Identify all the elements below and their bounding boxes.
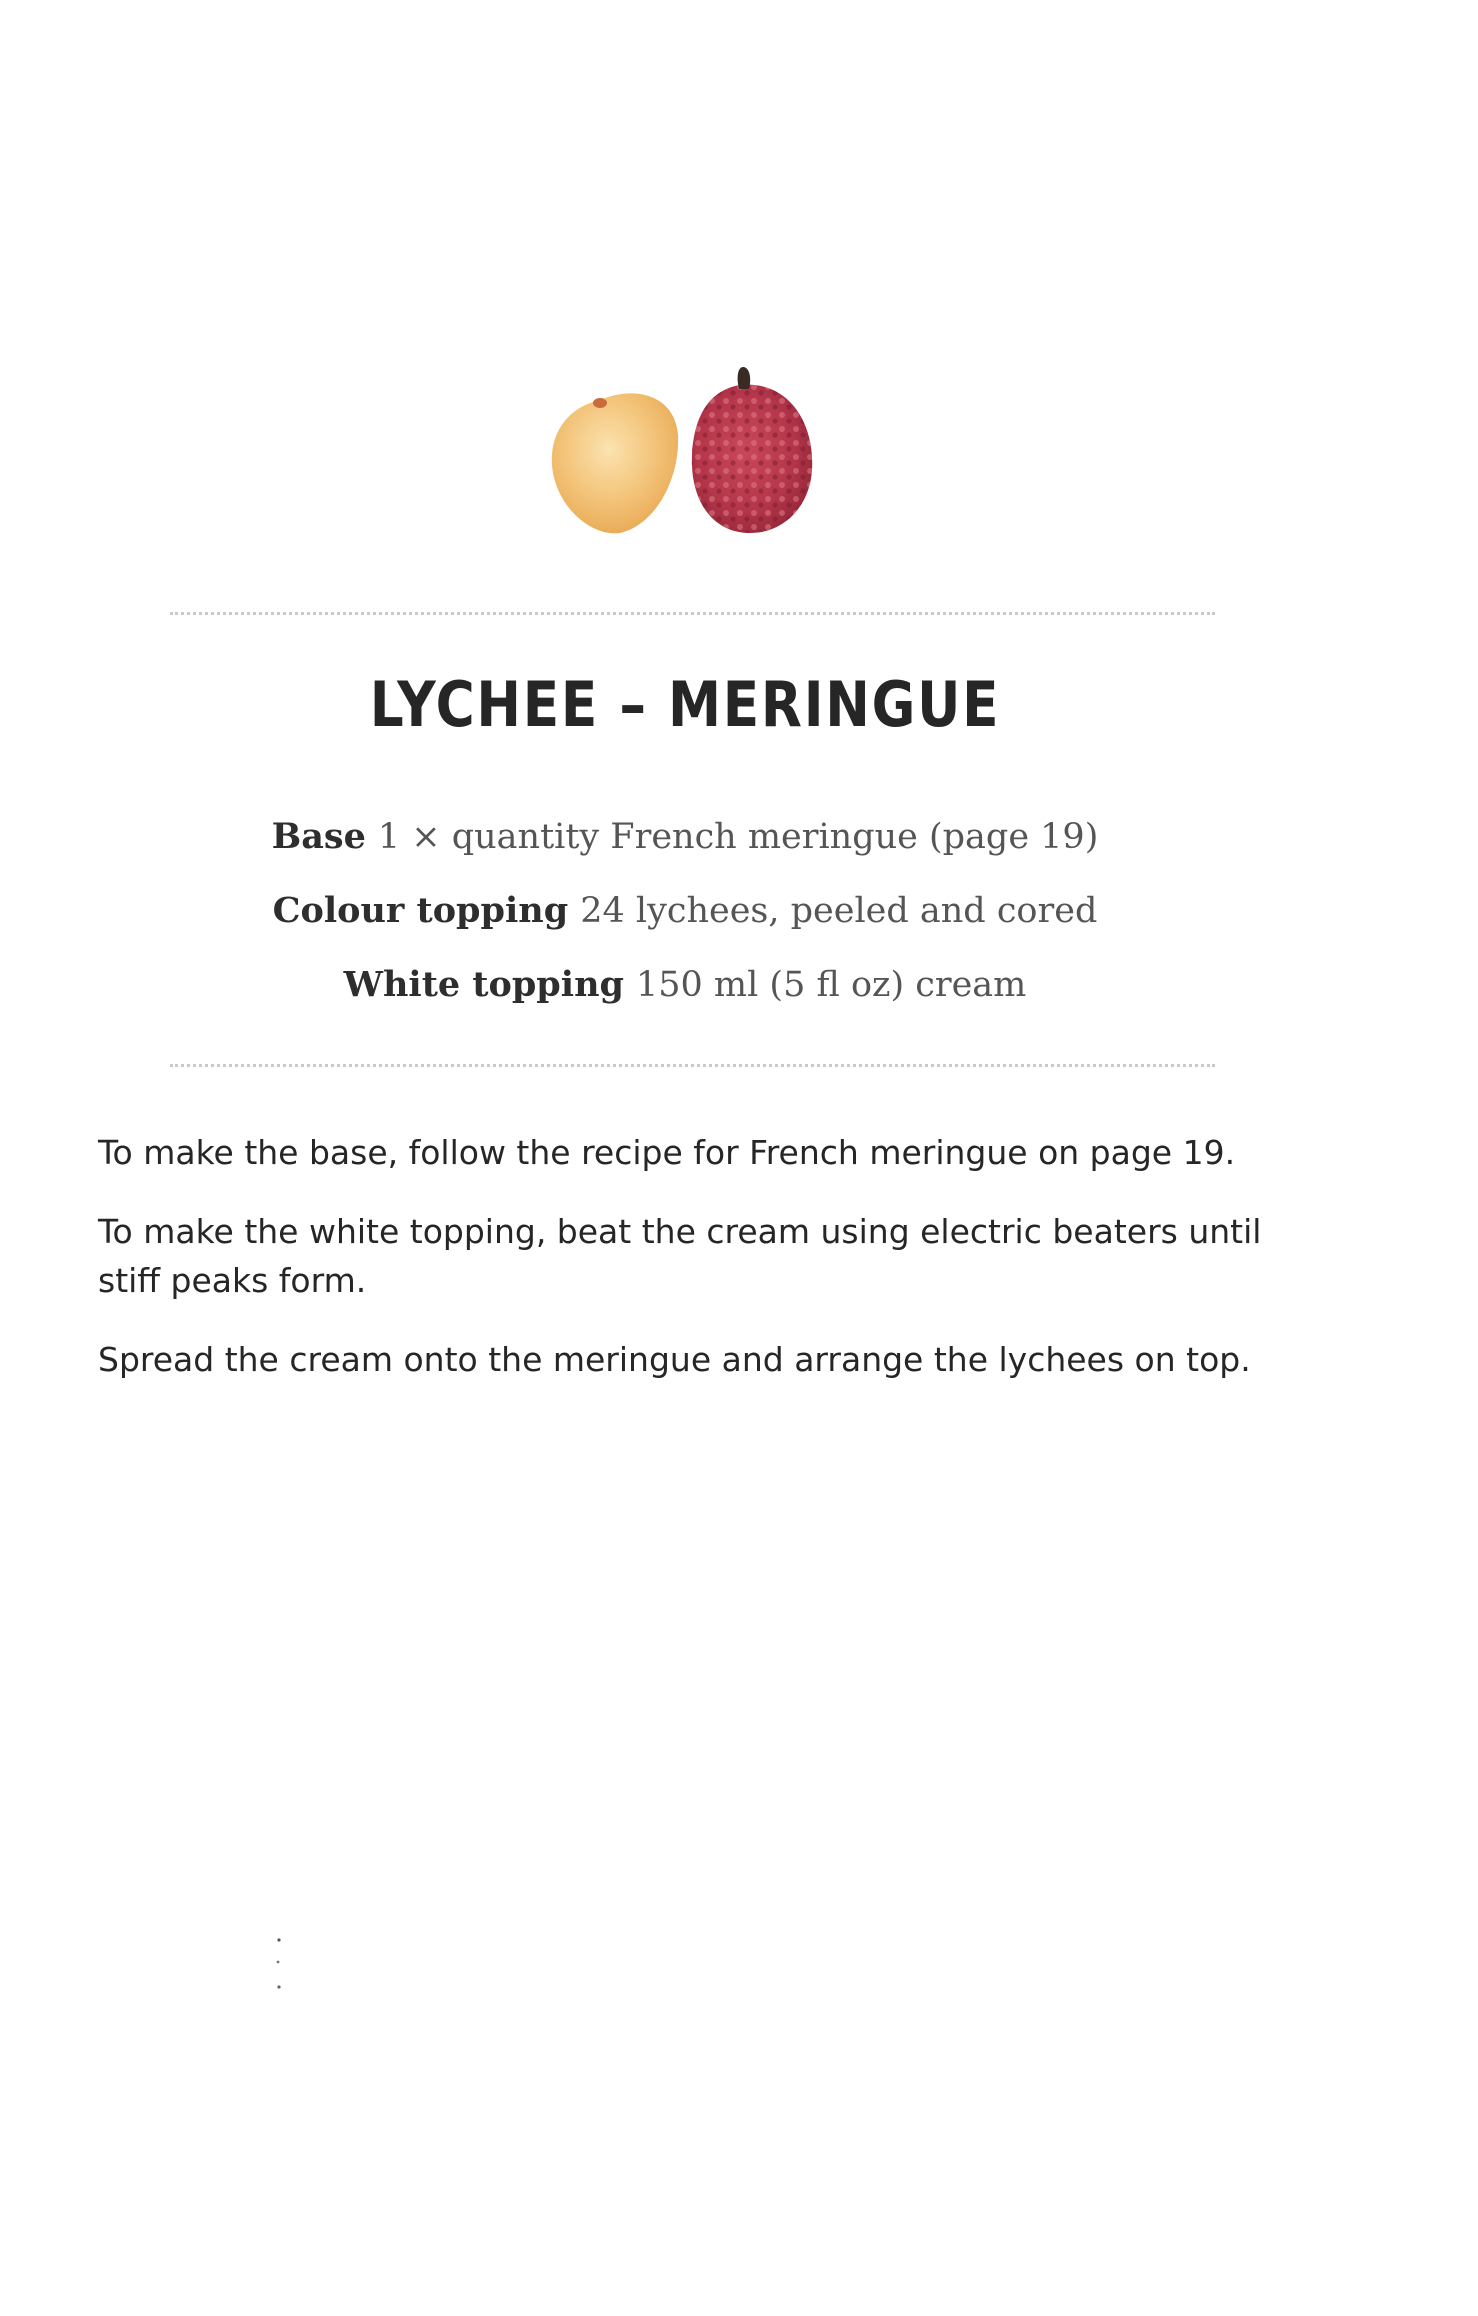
peeled-lychee-icon	[552, 393, 678, 533]
bottom-dotted-divider	[170, 1064, 1215, 1067]
method-step: To make the white topping, beat the cream using electric beaters until stiff peaks form.	[98, 1212, 1262, 1300]
ingredient-colour-topping	[0, 874, 1370, 948]
scan-speck-marks	[274, 1935, 284, 1995]
ingredient-label: Base	[271, 816, 366, 857]
ingredients-list	[0, 800, 1370, 1022]
ingredient-white-topping	[0, 948, 1370, 1022]
recipe-title: LYCHEE – MERINGUE	[369, 668, 1001, 741]
method-step: To make the base, follow the recipe for French meringue on page 19.	[98, 1133, 1236, 1172]
method-step: Spread the cream onto the meringue and arrange the lychees on top.	[98, 1340, 1251, 1379]
ingredient-label: Colour topping	[272, 890, 569, 931]
ingredient-label: White topping	[343, 964, 624, 1005]
method-steps	[98, 1128, 1298, 1414]
whole-lychee-icon	[692, 367, 812, 533]
ingredient-value: 24 lychees, peeled and cored	[580, 891, 1098, 931]
top-dotted-divider	[170, 612, 1215, 615]
ingredient-value: 1 × quantity French meringue (page 19)	[377, 817, 1099, 857]
lychee-fruit-illustration	[540, 355, 830, 555]
ingredient-value: 150 ml (5 fl oz) cream	[635, 965, 1027, 1005]
ingredient-base	[0, 800, 1370, 874]
